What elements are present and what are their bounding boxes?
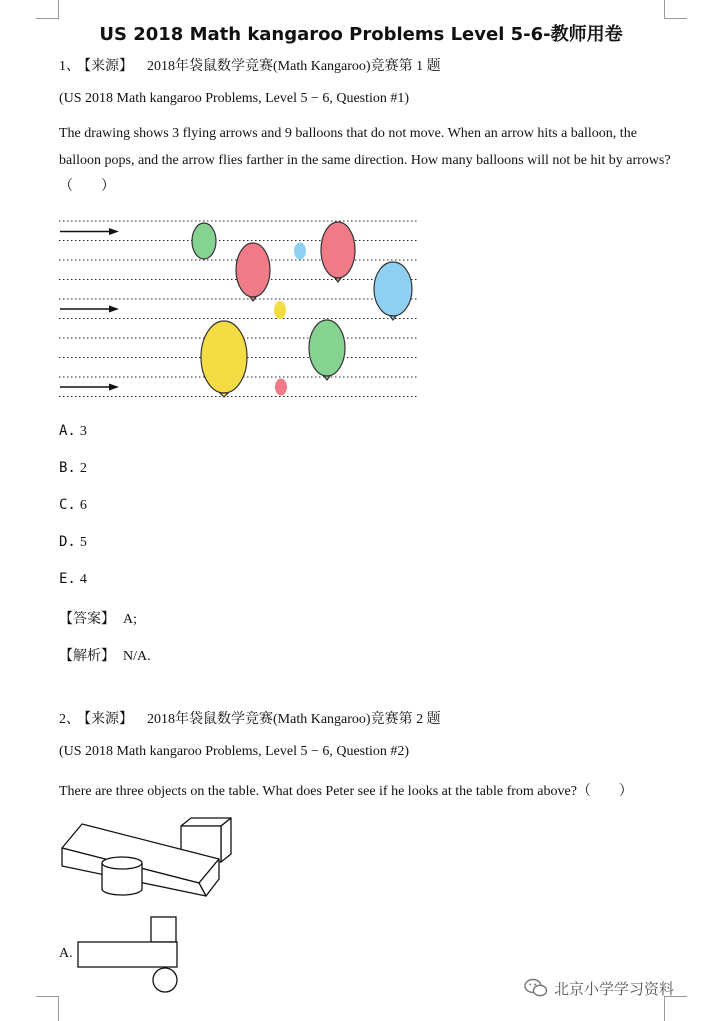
wechat-icon [524, 978, 548, 998]
q2-number: 2、 [59, 712, 80, 727]
option-letter: E. [59, 571, 76, 587]
q1-source-line [59, 55, 441, 75]
option-letter: D. [59, 534, 76, 550]
option-letter: C. [59, 497, 76, 513]
option-value: 4 [79, 572, 87, 587]
balloon-green-small [192, 223, 216, 259]
option-value: 6 [79, 498, 87, 513]
page-corner-mark [664, 0, 687, 19]
q1-option-c [59, 497, 87, 514]
q2-objects-figure [60, 816, 240, 902]
q2-option-a-letter: A. [59, 946, 73, 961]
option-letter: A. [59, 423, 76, 439]
q1-analysis [59, 645, 151, 665]
option-letter: B. [59, 460, 76, 476]
q2-option-a-figure [77, 915, 181, 995]
page-corner-mark [36, 996, 59, 1021]
analysis-label: 【解析】 [59, 649, 115, 664]
q2-question-text: There are three objects on the table. What does Peter see if he looks at the table from above?（ ） [59, 784, 633, 799]
option-value: 3 [79, 424, 87, 439]
watermark-text: 北京小学学习资料 [554, 979, 675, 998]
q2-source-text: 2018年袋鼠数学竞赛(Math Kangaroo)竞赛第 2 题 [147, 712, 441, 727]
balloon-pink-large [321, 222, 355, 282]
q2-source-label: 【来源】 [84, 712, 133, 727]
arrow-3 [60, 384, 119, 391]
balloon-pink-medium [236, 243, 270, 301]
q1-option-e [59, 571, 87, 588]
q1-source-label: 【来源】 [84, 59, 133, 74]
q1-option-a [59, 423, 87, 440]
q2-source-line [59, 708, 441, 728]
q1-option-b [59, 460, 87, 477]
option-value: 2 [79, 461, 87, 476]
page-corner-mark [36, 0, 59, 19]
arrow-1 [60, 228, 119, 235]
q1-answer [59, 608, 137, 628]
answer-label: 【答案】 [59, 612, 115, 627]
answer-value: A; [123, 612, 137, 627]
q1-question-text: The drawing shows 3 flying arrows and 9 balloons that do not move. When an arrow hits a balloon, the balloon pops, and the arrow flies farther in the same direction. How many balloons will not be hit by arrows?（ ） [59, 126, 671, 194]
arrow-2 [60, 306, 119, 313]
analysis-value: N/A. [123, 649, 151, 664]
balloon-blue-tiny [294, 243, 306, 260]
watermark [524, 976, 674, 1000]
balloon-yellow-large [201, 321, 247, 397]
document-title: US 2018 Math kangaroo Problems Level 5-6-教师用卷 [99, 24, 623, 45]
q2-reference: (US 2018 Math kangaroo Problems, Level 5 − 6, Question #2) [59, 744, 410, 759]
q1-source-text: 2018年袋鼠数学竞赛(Math Kangaroo)竞赛第 1 题 [147, 59, 441, 74]
balloon-blue-large [374, 262, 412, 320]
balloon-pink-tiny [275, 379, 287, 396]
q1-arrows-balloons-figure [59, 212, 421, 402]
q1-number: 1、 [59, 59, 80, 74]
balloon-green-large [309, 320, 345, 380]
balloons [192, 222, 412, 397]
balloon-yellow-tiny [274, 301, 286, 319]
q1-option-d [59, 534, 87, 551]
option-value: 5 [79, 535, 87, 550]
q1-reference: (US 2018 Math kangaroo Problems, Level 5 − 6, Question #1) [59, 91, 410, 106]
